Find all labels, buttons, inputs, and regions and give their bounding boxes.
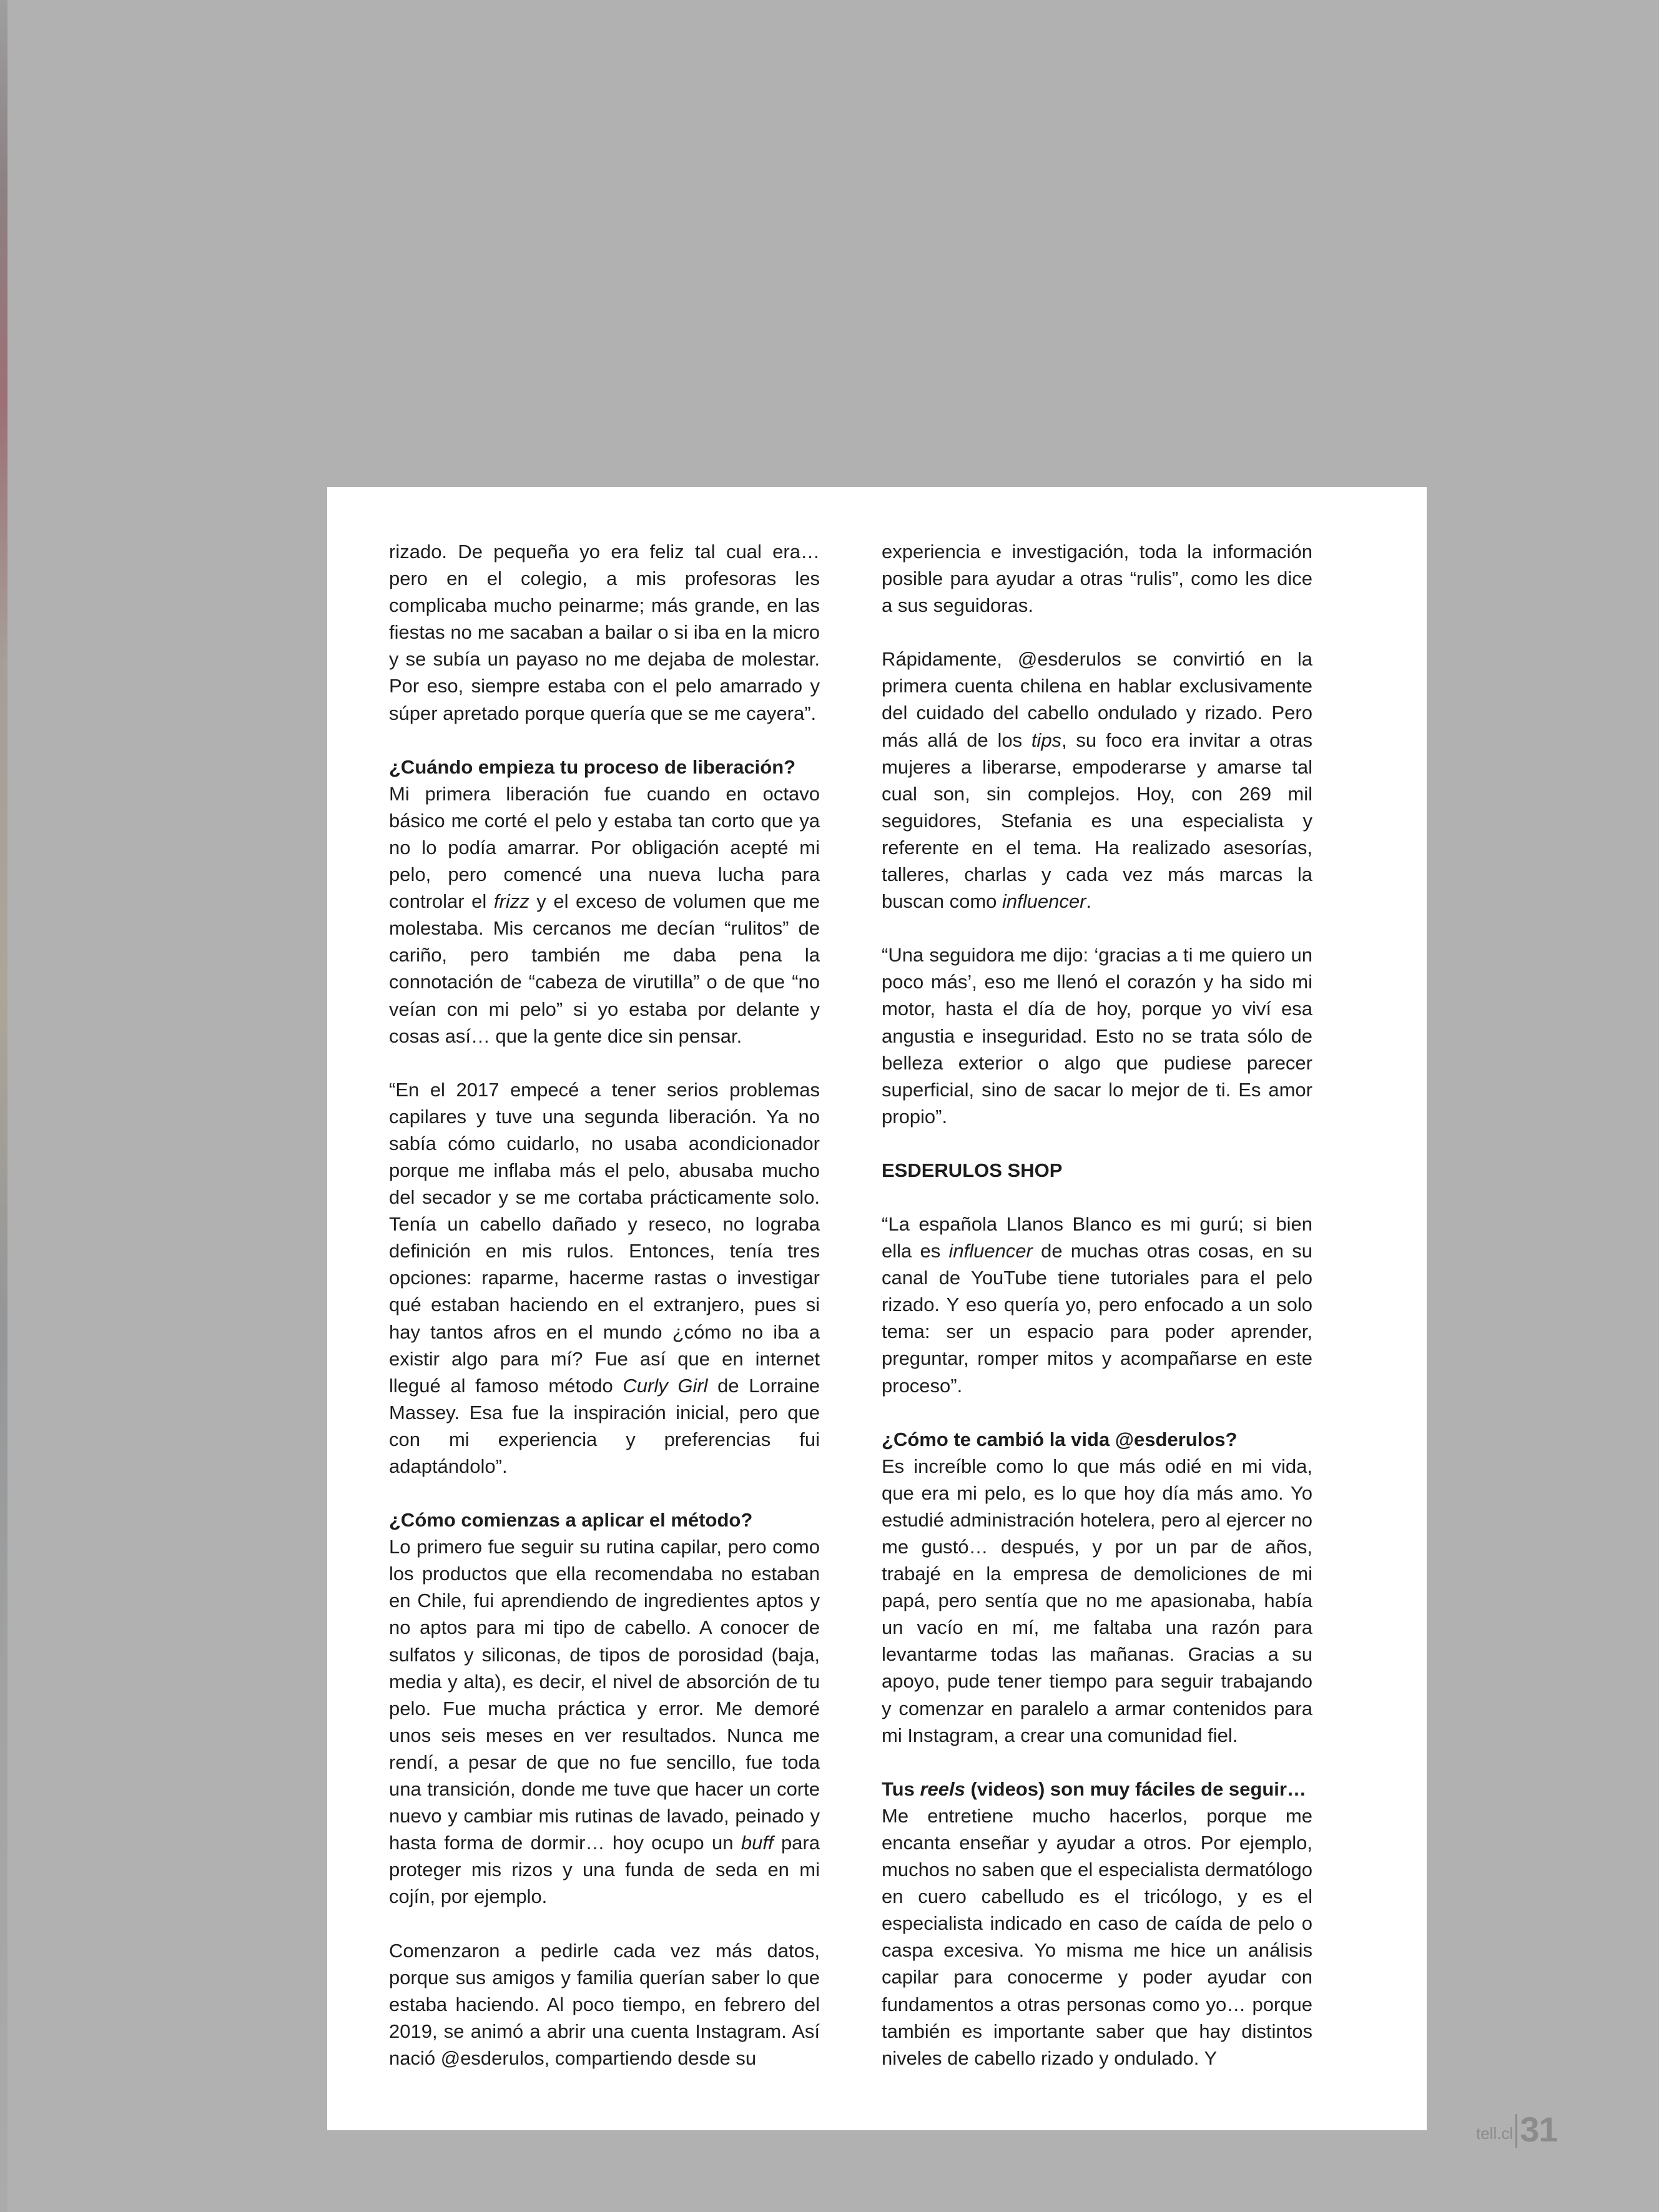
adjacent-page-edge [0,0,7,2212]
interview-question: ¿Cómo comienzas a aplicar el método? [389,1509,753,1531]
right-text-column [882,538,1312,2072]
text-run: Lo primero fue seguir su rutina capilar, pero como los productos que ella recomendaba no estaban en Chile, fui aprendiendo de ingredientes aptos y no aptos para mi tipo de cabello. A conocer de sulfatos y siliconas, de tipos de porosidad (baja, media y alta), es decir, el nivel de absorción de tu pelo. Fue mucha práctica y error. Me demoré unos seis meses en ver resultados. Nunca me rendí, a pesar de que no fue sencillo, fue toda una transición, donde me tuve que hacer un corte nuevo y cambiar mis rutinas de lavado, peinado y hasta forma de dormir… hoy ocupo un [389,1536,820,1854]
text-run: “En el 2017 empecé a tener serios problemas capilares y tuve una segunda liberación. Ya no sabía cómo cuidarlo, no usaba acondicionador porque me inflaba más el pelo, abusaba mucho del secador y se me cortaba prácticamente solo. Tenía un cabello dañado y reseco, no lograba definición en mis rulos. Entonces, tenía tres opciones: raparme, hacerme rastas o investigar qué estaban haciendo en el extranjero, pues si hay tantos afros en el mundo ¿cómo no iba a existir algo para mí? Fue así que en internet llegué al famoso método [389,1078,820,1397]
interview-question: ¿Cómo te cambió la vida @esderulos? [882,1428,1238,1450]
text-run: para proteger mis rizos y una funda de seda en mi cojín, por ejemplo. [389,1832,820,1908]
italic-run: reels [920,1777,965,1800]
text-run: Tus [882,1777,920,1800]
text-run: “Una seguidora me dijo: ‘gracias a ti me quiero un poco más’, eso me llenó el corazón y ha sido mi motor, hasta el día de hoy, porque yo viví esa angustia e inseguridad. Esto no se trata sólo de belleza exterior o algo que pudiese parecer superficial, sino de sacar lo mejor de ti. Es amor propio”. [882,944,1312,1128]
folio-site: tell.cl [1476,2124,1514,2143]
text-run: de Lorraine Massey. Esa fue la inspiración inicial, pero que con mi experiencia y preferencias fui adaptándolo”. [389,1374,820,1477]
paragraph [882,646,1312,915]
text-run: . [1086,890,1092,913]
text-run: Mi primera liberación fue cuando en octavo básico me corté el pelo y estaba tan corto que ya no lo podía amarrar. Por obligación acepté mi pelo, pero comencé una nueva lucha para controlar el [389,782,820,913]
paragraph [882,1211,1312,1399]
text-run: , su foco era invitar a otras mujeres a liberarse, empoderarse y amarse tal cual son, sin complejos. Hoy, con 269 mil seguidores, Stefania es una especialista y referente en el tema. Ha realizado asesorías, talleres, charlas y cada vez más marcas la buscan como [882,729,1312,913]
text-run: “La española Llanos Blanco es mi gurú; si bien ella es [882,1212,1312,1262]
paragraph [389,1937,820,2072]
section-heading: ESDERULOS SHOP [882,1159,1063,1181]
paragraph [389,1076,820,1480]
page-folio [1476,2109,1558,2149]
italic-run: Curly Girl [623,1374,708,1397]
paragraph [389,538,820,727]
interview-question [882,1776,1312,1802]
italic-run: influencer [948,1240,1033,1262]
text-run: rizado. De pequeña yo era feliz tal cual era… pero en el colegio, a mis profesoras les complicaba mucho peinarme; más grande, en las fiestas no me sacaban a bailar o si iba en la micro y se subía un payaso no me dejaba de molestar. Por eso, siempre estaba con el pelo amarrado y súper apretado porque quería que se me cayera”. [389,541,820,724]
interview-block [882,1776,1312,2072]
text-run: de muchas otras cosas, en su canal de YouTube tiene tutoriales para el pelo rizado. Y eso quería yo, pero enfocado a un solo tema: ser un espacio para poder aprender, preguntar, romper mitos y acompañarse en este proceso”. [882,1240,1312,1397]
text-run: y el exceso de volumen que me molestaba. Mis cercanos me decían “rulitos” de cariño, pero también me daba pena la connotación de “cabeza de virutilla” o de que “no veían con mi pelo” si yo estaba por delante y cosas así… que la gente dice sin pensar. [389,890,820,1047]
italic-run: frizz [493,890,529,913]
folio-divider [1515,2114,1517,2148]
page-number: 31 [1520,2110,1558,2149]
interview-block [882,1426,1312,1749]
paragraph [882,538,1312,619]
text-run: experiencia e investigación, toda la información posible para ayudar a otras “rulis”, como les dice a sus seguidoras. [882,541,1312,617]
interview-block [389,754,820,1049]
italic-run: tips [1031,729,1062,751]
text-run: Rápidamente, @esderulos se convirtió en la primera cuenta chilena en hablar exclusivamente del cuidado del cabello ondulado y rizado. Pero más allá de los [882,648,1312,751]
paragraph [882,941,1312,1130]
text-run: Comenzaron a pedirle cada vez más datos, porque sus amigos y familia querían saber lo que estaba haciendo. Al poco tiempo, en febrero del 2019, se animó a abrir una cuenta Instagram. Así nació @esderulos, compartiendo desde su [389,1939,820,2069]
interview-question: ¿Cuándo empieza tu proceso de liberación? [389,755,796,778]
italic-run: buff [741,1832,774,1854]
italic-run: influencer [1002,890,1086,913]
left-text-column [389,538,820,2072]
text-run: Me entretiene mucho hacerlos, porque me encanta enseñar y ayudar a otros. Por ejemplo, muchos no saben que el especialista dermatólogo en cuero cabelludo es el tricólogo, y es el especialista indicado en caso de caída de pelo o caspa excesiva. Yo misma me hice un análisis capilar para conocerme y poder ayudar con fundamentos a otras personas como yo… porque también es importante saber que hay distintos niveles de cabello rizado y ondulado. Y [882,1804,1312,2069]
interview-block [389,1507,820,1910]
text-run: (videos) son muy fáciles de seguir… [965,1777,1306,1800]
text-run: Es increíble como lo que más odié en mi vida, que era mi pelo, es lo que hoy día más amo. Yo estudié administración hotelera, pero al ejercer no me gustó… después, y por un par de años, trabajé en la empresa de demoliciones de mi papá, pero sentía que no me apasionaba, había un vacío en mí, me faltaba una razón para levantarme todas las mañanas. Gracias a su apoyo, pude tener tiempo para seguir trabajando y comenzar en paralelo a armar contenidos para mi Instagram, a crear una comunidad fiel. [882,1455,1312,1746]
article-page [327,487,1427,2130]
